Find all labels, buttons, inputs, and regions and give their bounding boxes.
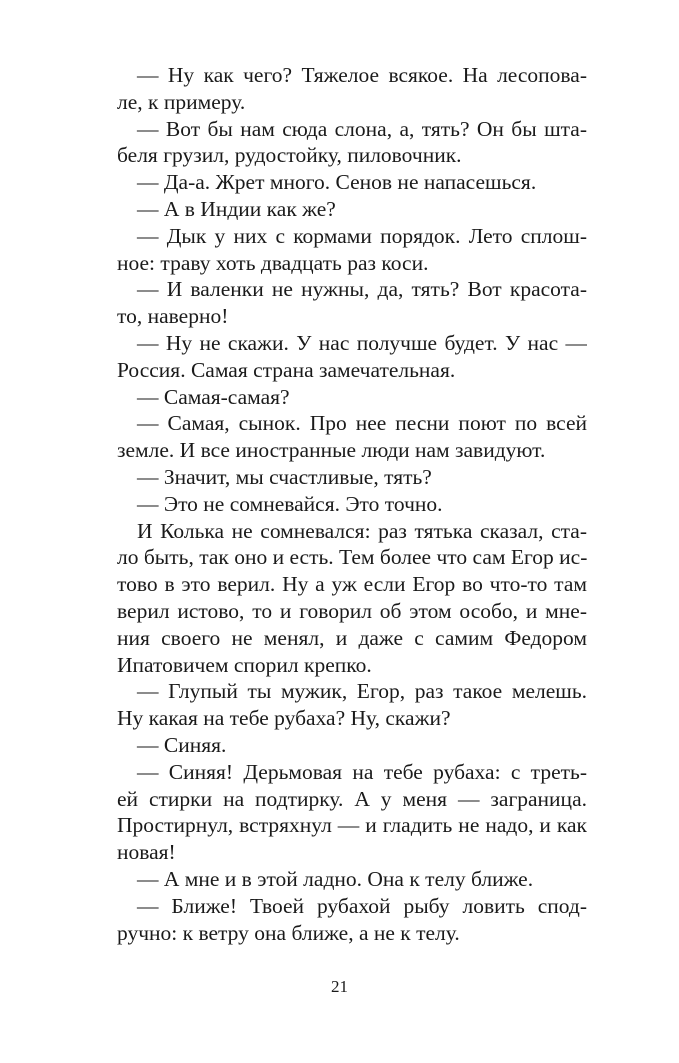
text-line: — Глупый ты мужик, Егор, раз такое мелешь. (137, 679, 587, 704)
text-line: И Колька не сомневался: раз тятька сказал, ста- (137, 518, 587, 543)
paragraph (117, 732, 587, 759)
text-line: Ну какая на тебе рубаха? Ну, скажи? (117, 706, 451, 731)
text-line: верил истово, то и говорил об этом особо, и мне- (117, 598, 587, 623)
text-line: новая! (117, 840, 176, 865)
text-line: — Значит, мы счастливые, тять? (137, 464, 432, 489)
text-line: — Дык у них с кормами порядок. Лето сплош- (137, 223, 587, 248)
text-line: — Синяя. (137, 732, 227, 757)
text-line: земле. И все иностранные люди нам завидуют. (117, 438, 546, 463)
text-line: — Это не сомневайся. Это точно. (137, 491, 443, 516)
text-line: Простирнул, встряхнул — и гладить не надо, и как (117, 813, 587, 838)
text-line: то, наверно! (117, 304, 229, 329)
paragraph (117, 169, 587, 196)
text-line: — Самая-самая? (137, 384, 290, 409)
text-line: — Ну не скажи. У нас получше будет. У нас — (137, 330, 587, 355)
text-line: — Вот бы нам сюда слона, а, тять? Он бы шта- (137, 116, 587, 141)
text-line: — А в Индии как же? (137, 196, 336, 221)
paragraph (117, 866, 587, 893)
paragraph (117, 62, 587, 116)
paragraph (117, 464, 587, 491)
paragraph (117, 893, 587, 947)
text-line: — А мне и в этой ладно. Она к телу ближе. (137, 866, 534, 891)
paragraph (117, 384, 587, 411)
text-line: ния своего не менял, и даже с самим Федором (117, 625, 587, 650)
paragraph (117, 410, 587, 464)
paragraph (117, 678, 587, 732)
text-line: Россия. Самая страна замечательная. (117, 357, 456, 382)
body-text (117, 62, 587, 946)
text-line: ле, к примеру. (117, 89, 246, 114)
text-line: ей стирки на подтирку. А у меня — заграница. (117, 786, 587, 811)
paragraph (117, 491, 587, 518)
paragraph (117, 759, 587, 866)
text-line: — Самая, сынок. Про нее песни поют по всей (137, 411, 587, 436)
paragraph (117, 330, 587, 384)
paragraph (117, 223, 587, 277)
paragraph (117, 116, 587, 170)
text-line: — Синяя! Дерьмовая на тебе рубаха: с треть- (137, 759, 587, 784)
text-line: беля грузил, рудостойку, пиловочник. (117, 143, 462, 168)
text-line: Ипатовичем спорил крепко. (117, 652, 372, 677)
paragraph (117, 518, 587, 679)
page-number: 21 (331, 977, 348, 996)
text-line: — И валенки не нужны, да, тять? Вот красота- (137, 277, 587, 302)
paragraph (117, 276, 587, 330)
text-line: ручно: к ветру она ближе, а не к телу. (117, 920, 460, 945)
text-line: — Ближе! Твоей рубахой рыбу ловить спод- (137, 893, 587, 918)
text-line: — Ну как чего? Тяжелое всякое. На лесопова- (137, 63, 587, 87)
text-line: ло быть, так оно и есть. Тем более что сам Егор ис- (117, 545, 587, 570)
paragraph (117, 196, 587, 223)
text-line: — Да-а. Жрет много. Сенов не напасешься. (137, 170, 537, 195)
text-line: ное: траву хоть двадцать раз коси. (117, 250, 429, 275)
text-line: тово в это верил. Ну а уж если Егор во что-то там (117, 572, 587, 597)
